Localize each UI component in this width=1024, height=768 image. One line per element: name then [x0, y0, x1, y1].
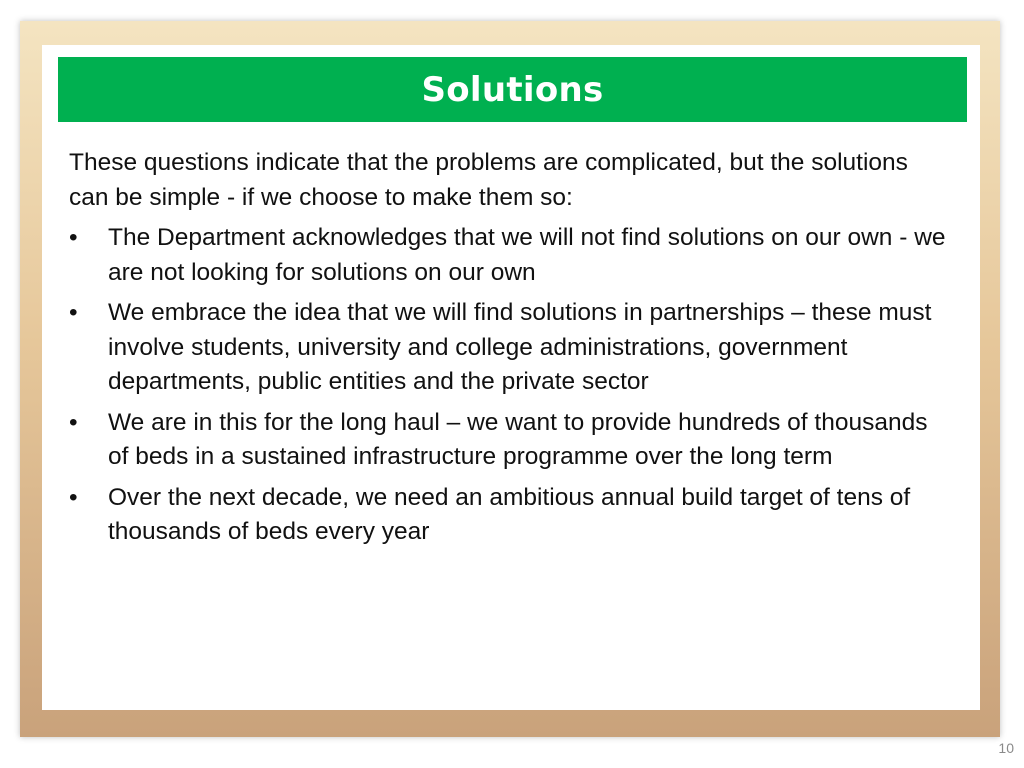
page-number: 10: [998, 740, 1014, 756]
bullet-item: [69, 296, 949, 400]
bullet-icon: •: [69, 299, 78, 326]
bullet-icon: •: [69, 224, 78, 251]
bullet-text: We are in this for the long haul – we want to provide hundreds of thousands of beds in a sustained infrastructure programme over the long term: [108, 408, 928, 470]
slide-title: Solutions: [421, 69, 604, 110]
intro-text: These questions indicate that the problems are complicated, but the solutions can be simple - if we choose to make them so:: [69, 149, 908, 211]
bullet-text: The Department acknowledges that we will not find solutions on our own - we are not looking for solutions on our own: [108, 224, 946, 286]
bullet-item: [69, 221, 949, 290]
bullet-text: Over the next decade, we need an ambitious annual build target of tens of thousands of beds every year: [108, 483, 911, 545]
bullet-item: [69, 481, 949, 550]
bullet-icon: •: [69, 483, 78, 511]
bullet-list: [69, 221, 949, 550]
bullet-icon: •: [69, 408, 78, 436]
slide-body: [69, 146, 949, 550]
title-bar: [58, 57, 967, 122]
bullet-text: We embrace the idea that we will find solutions in partnerships – these must involve students, university and college administrations, government departments, public entities and the private sector: [108, 299, 932, 395]
bullet-item: [69, 406, 949, 475]
